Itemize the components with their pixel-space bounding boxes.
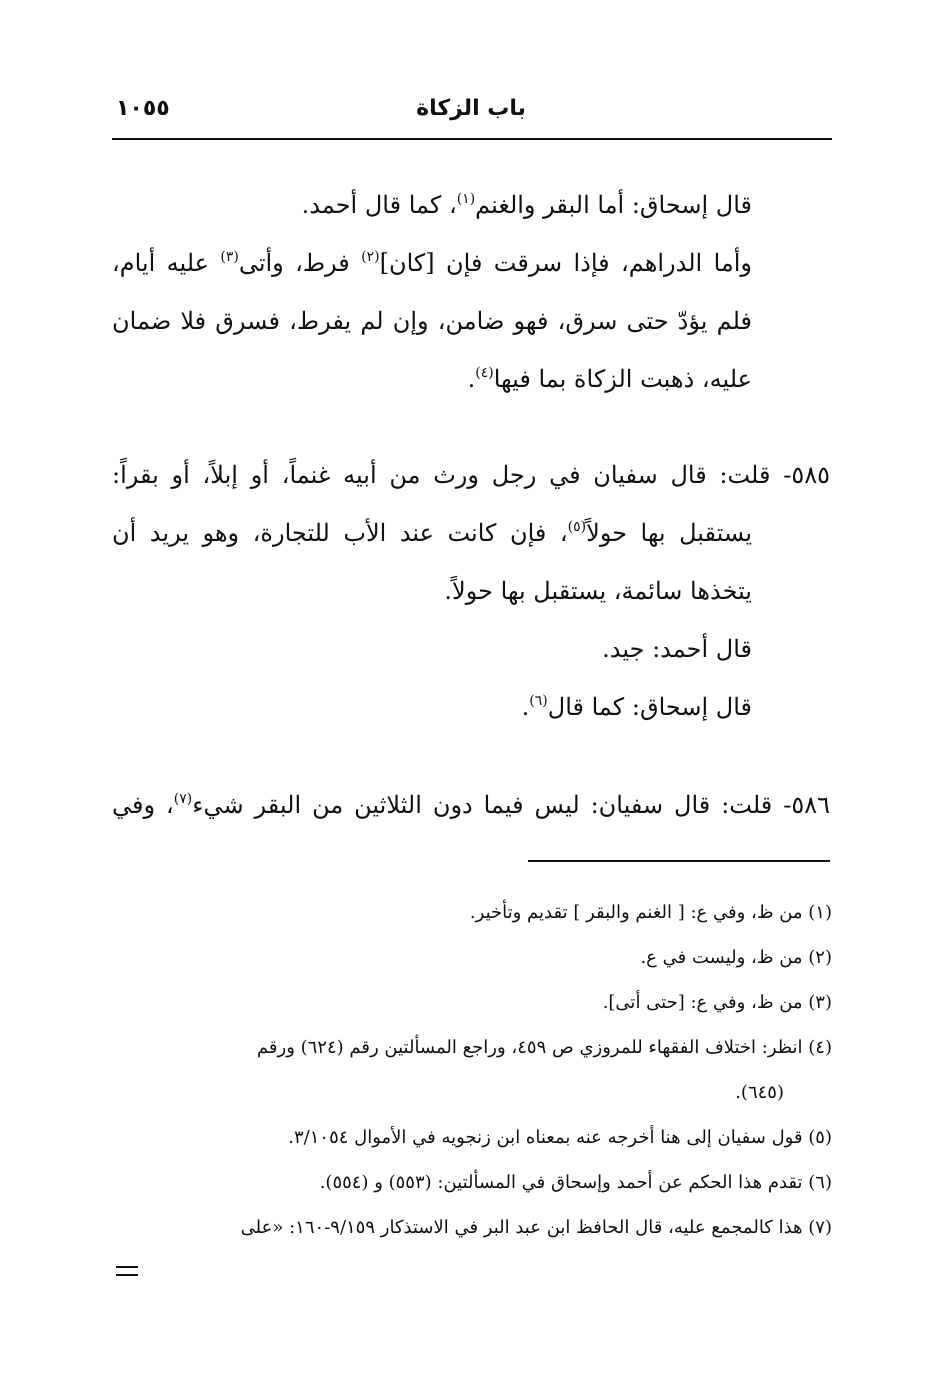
footnote-7: (٧) هذا كالمجمع عليه، قال الحافظ ابن عبد البر في الاستذكار ٩/١٥٩-١٦٠: «على — [240, 1217, 832, 1238]
text-line — [112, 176, 752, 234]
text-span: ، فإن كانت عند الأب للتجارة، وهو يريد أن — [112, 519, 568, 547]
continuation-mark — [116, 1266, 138, 1282]
text-span: قال إسحاق: أما البقر والغنم — [475, 191, 752, 219]
text-span: قال إسحاق: كما قال — [547, 693, 752, 721]
question-line: ٥٨٥- قلت: قال سفيان في رجل ورث من أبيه غنماً، أو إبلاً، أو بقراً: — [112, 461, 830, 489]
text-span: . — [467, 365, 476, 393]
footnote-5: (٥) قول سفيان إلى هنا أخرجه عنه بمعناه ابن زنجويه في الأموال ٣/١٠٥٤. — [288, 1127, 832, 1148]
text-span: وأما الدراهم، فإذا سرقت فإن [كان] — [379, 249, 752, 277]
footnote-4-continuation: (٦٤٥). — [735, 1082, 784, 1103]
footnote-2: (٢) من ظ، وليست في ع. — [640, 947, 832, 968]
footnote-ref: (٧) — [173, 791, 193, 807]
question-line — [112, 776, 830, 834]
text-line: قال أحمد: جيد. — [602, 635, 752, 663]
text-span: ، كما قال أحمد. — [301, 191, 457, 219]
footnotes — [112, 890, 832, 1250]
text-line: فلم يؤدّ حتى سرق، فهو ضامن، وإن لم يفرط، فسرق فلا ضمان — [112, 307, 752, 335]
footnote-1: (١) من ظ، وفي ع: [ الغنم والبقر ] تقديم وتأخير. — [469, 902, 832, 923]
text-line: يتخذها سائمة، يستقبل بها حولاً. — [444, 577, 752, 605]
text-span: فرط، وأتى — [238, 249, 362, 277]
footnote-6: (٦) تقدم هذا الحكم عن أحمد وإسحاق في المسألتين: (٥٥٣) و (٥٥٤). — [319, 1172, 832, 1193]
text-span: يستقبل بها حولاً — [586, 519, 753, 547]
text-span: عليه، ذهبت الزكاة بما فيها — [493, 365, 752, 393]
footnote-4: (٤) انظر: اختلاف الفقهاء للمروزي ص ٤٥٩، وراجع المسألتين رقم (٦٢٤) ورقم — [256, 1037, 832, 1058]
footnote-ref: (٤) — [475, 365, 494, 381]
text-line — [112, 350, 752, 408]
footnote-ref: (٥) — [567, 519, 587, 535]
text-span: ، وفي — [112, 791, 174, 819]
text-span: عليه أيام، — [112, 249, 221, 277]
footnote-separator — [528, 860, 830, 862]
footnote-3: (٣) من ظ، وفي ع: [حتى أتى]. — [602, 992, 832, 1013]
footnote-ref: (٢) — [361, 249, 380, 265]
question-585 — [112, 446, 830, 736]
paragraph-ishaq-reply — [112, 176, 752, 408]
text-span: ٥٨٦- قلت: قال سفيان: ليس فيما دون الثلاثين من البقر شيء — [192, 791, 830, 819]
text-line — [112, 678, 752, 736]
text-line — [112, 504, 752, 562]
footnote-ref: (٣) — [220, 249, 239, 265]
question-586 — [112, 776, 830, 834]
footnote-ref: (١) — [456, 191, 476, 207]
page-number: ١٠٥٥ — [116, 96, 170, 121]
chapter-title: باب الزكاة — [416, 96, 526, 121]
text-span: . — [521, 693, 530, 721]
text-line — [112, 234, 752, 292]
header-rule — [112, 138, 832, 140]
footnote-ref: (٦) — [529, 693, 548, 709]
page-header — [112, 96, 830, 136]
